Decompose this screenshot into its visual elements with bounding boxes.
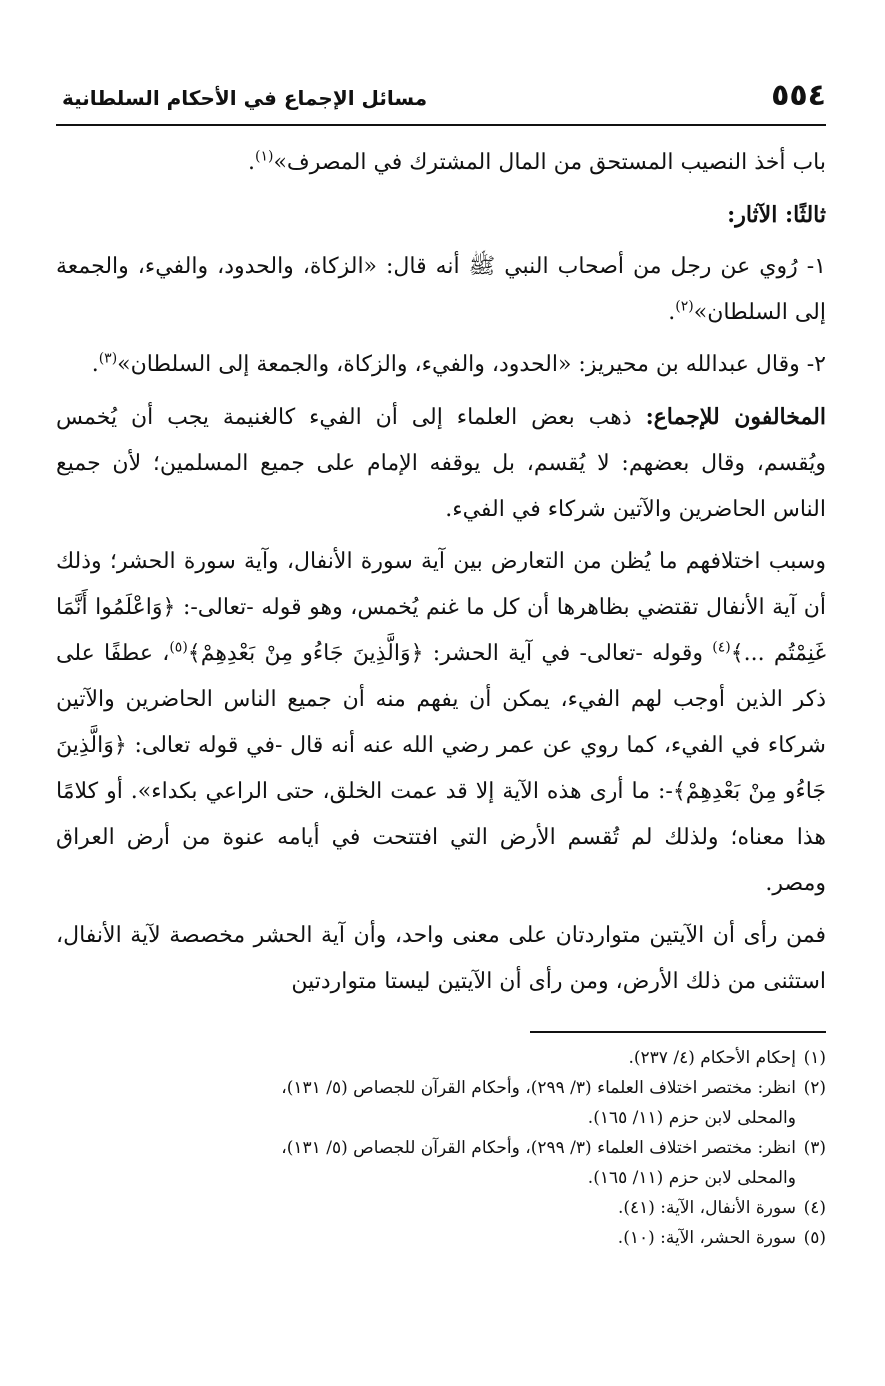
footnote-ref-2: (٢) [675,298,694,315]
footnote-text-continued: والمحلى لابن حزم (١١/ ١٦٥). [587,1108,796,1128]
footnotes [56,1043,826,1253]
footnote-number: (٤) [803,1198,826,1218]
footnote-divider [530,1031,826,1033]
section-heading-athar: ثالثًا: الآثار: [727,202,826,228]
footnote-3 [56,1133,826,1193]
paragraph-text-a: وسبب اختلافهم ما يُظن من التعارض بين آية سورة الأنفال، وآية سورة الحشر؛ وذلك أن آية الأنفال تقتضي بظاهرها أن كل ما غنم يُخمس، وهو قوله -تعالى-: ﴿وَاعْلَمُوا أَنَّمَا غَنِمْتُم ...﴾ [56,549,826,666]
footnote-text: سورة الحشر، الآية: (١٠). [617,1228,796,1248]
running-title: مسائل الإجماع في الأحكام السلطانية [62,86,428,110]
conclusion-paragraph: فمن رأى أن الآيتين متواردتان على معنى واحد، وأن آية الحشر مخصصة لآية الأنفال، استثنى من ذلك الأرض، ومن رأى أن الآيتين ليستا متواردتين [56,923,826,994]
footnote-4 [56,1193,826,1223]
footnote-ref-1: (١) [254,148,274,165]
footnote-ref-3: (٣) [98,350,118,367]
paragraph-text-c: ، عطفًا على ذكر الذين أوجب لهم الفيء، يمكن أن يفهم منه أن جميع الناس الحاضرين والآتين شركاء في الفيء، كما روي عن عمر رضي الله عنه أنه قال -في قوله تعالى: ﴿وَالَّذِينَ جَاءُو مِنْ بَعْدِهِمْ﴾-: ما أرى هذه الآية إلا قد عمت الخلق، حتى الراعي بكداء». أو كلامًا هذا معناه؛ ولذلك لم تُقسم الأرض التي افتتحت في أيامه عنوة من أرض العراق ومصر. [56,641,826,896]
footnote-2 [56,1073,826,1133]
dissenters-label: المخالفون للإجماع: [645,404,826,430]
footnote-text-continued: والمحلى لابن حزم (١١/ ١٦٥). [587,1168,796,1188]
footnote-1 [56,1043,826,1073]
paragraph-continuation [56,140,826,186]
footnote-text: انظر: مختصر اختلاف العلماء (٣/ ٢٩٩)، وأحكام القرآن للجصاص (٥/ ١٣١)، [281,1138,796,1158]
page-header [56,76,826,126]
paragraph-text: ١- رُوي عن رجل من أصحاب النبي ﷺ أنه قال: «الزكاة، والحدود، والفيء، والجمعة إلى السلطان» [56,254,826,325]
dissenters-paragraph [56,394,826,533]
paragraph-text: ٢- وقال عبدالله بن محيريز: «الحدود، والفيء، والزكاة، والجمعة إلى السلطان» [117,352,826,377]
page-number: ٥٥٤ [771,78,826,113]
footnote-number: (١) [803,1048,826,1068]
footnote-number: (٣) [803,1138,826,1158]
footnote-text: إحكام الأحكام (٤/ ٢٣٧). [628,1048,796,1068]
reason-paragraph [56,539,826,907]
footnote-number: (٥) [803,1228,826,1248]
footnote-text: سورة الأنفال، الآية: (٤١). [617,1198,796,1218]
paragraph-end: . [247,150,255,175]
footnote-5 [56,1223,826,1253]
paragraph-text: باب أخذ النصيب المستحق من المال المشترك في المصرف» [273,150,826,175]
footnote-text: انظر: مختصر اختلاف العلماء (٣/ ٢٩٩)، وأحكام القرآن للجصاص (٥/ ١٣١)، [281,1078,796,1098]
footnote-number: (٢) [803,1078,826,1098]
footnote-ref-4: (٤) [712,639,731,656]
book-page [56,76,826,1253]
athar-item-2 [56,342,826,388]
athar-item-1 [56,244,826,336]
footnote-ref-5: (٥) [169,639,188,656]
paragraph-text-b: وقوله -تعالى- في آية الحشر: ﴿وَالَّذِينَ جَاءُو مِنْ بَعْدِهِمْ﴾ [187,641,713,666]
paragraph-end: . [668,300,676,325]
paragraph-end: . [91,352,99,377]
paragraph-text: ذهب بعض العلماء إلى أن الفيء كالغنيمة يجب أن يُخمس ويُقسم، وقال بعضهم: لا يُقسم، بل يوقفه الإمام على جميع المسلمين؛ لأن جميع الناس الحاضرين والآتين شركاء في الفيء. [56,405,826,522]
main-text [56,140,826,1005]
